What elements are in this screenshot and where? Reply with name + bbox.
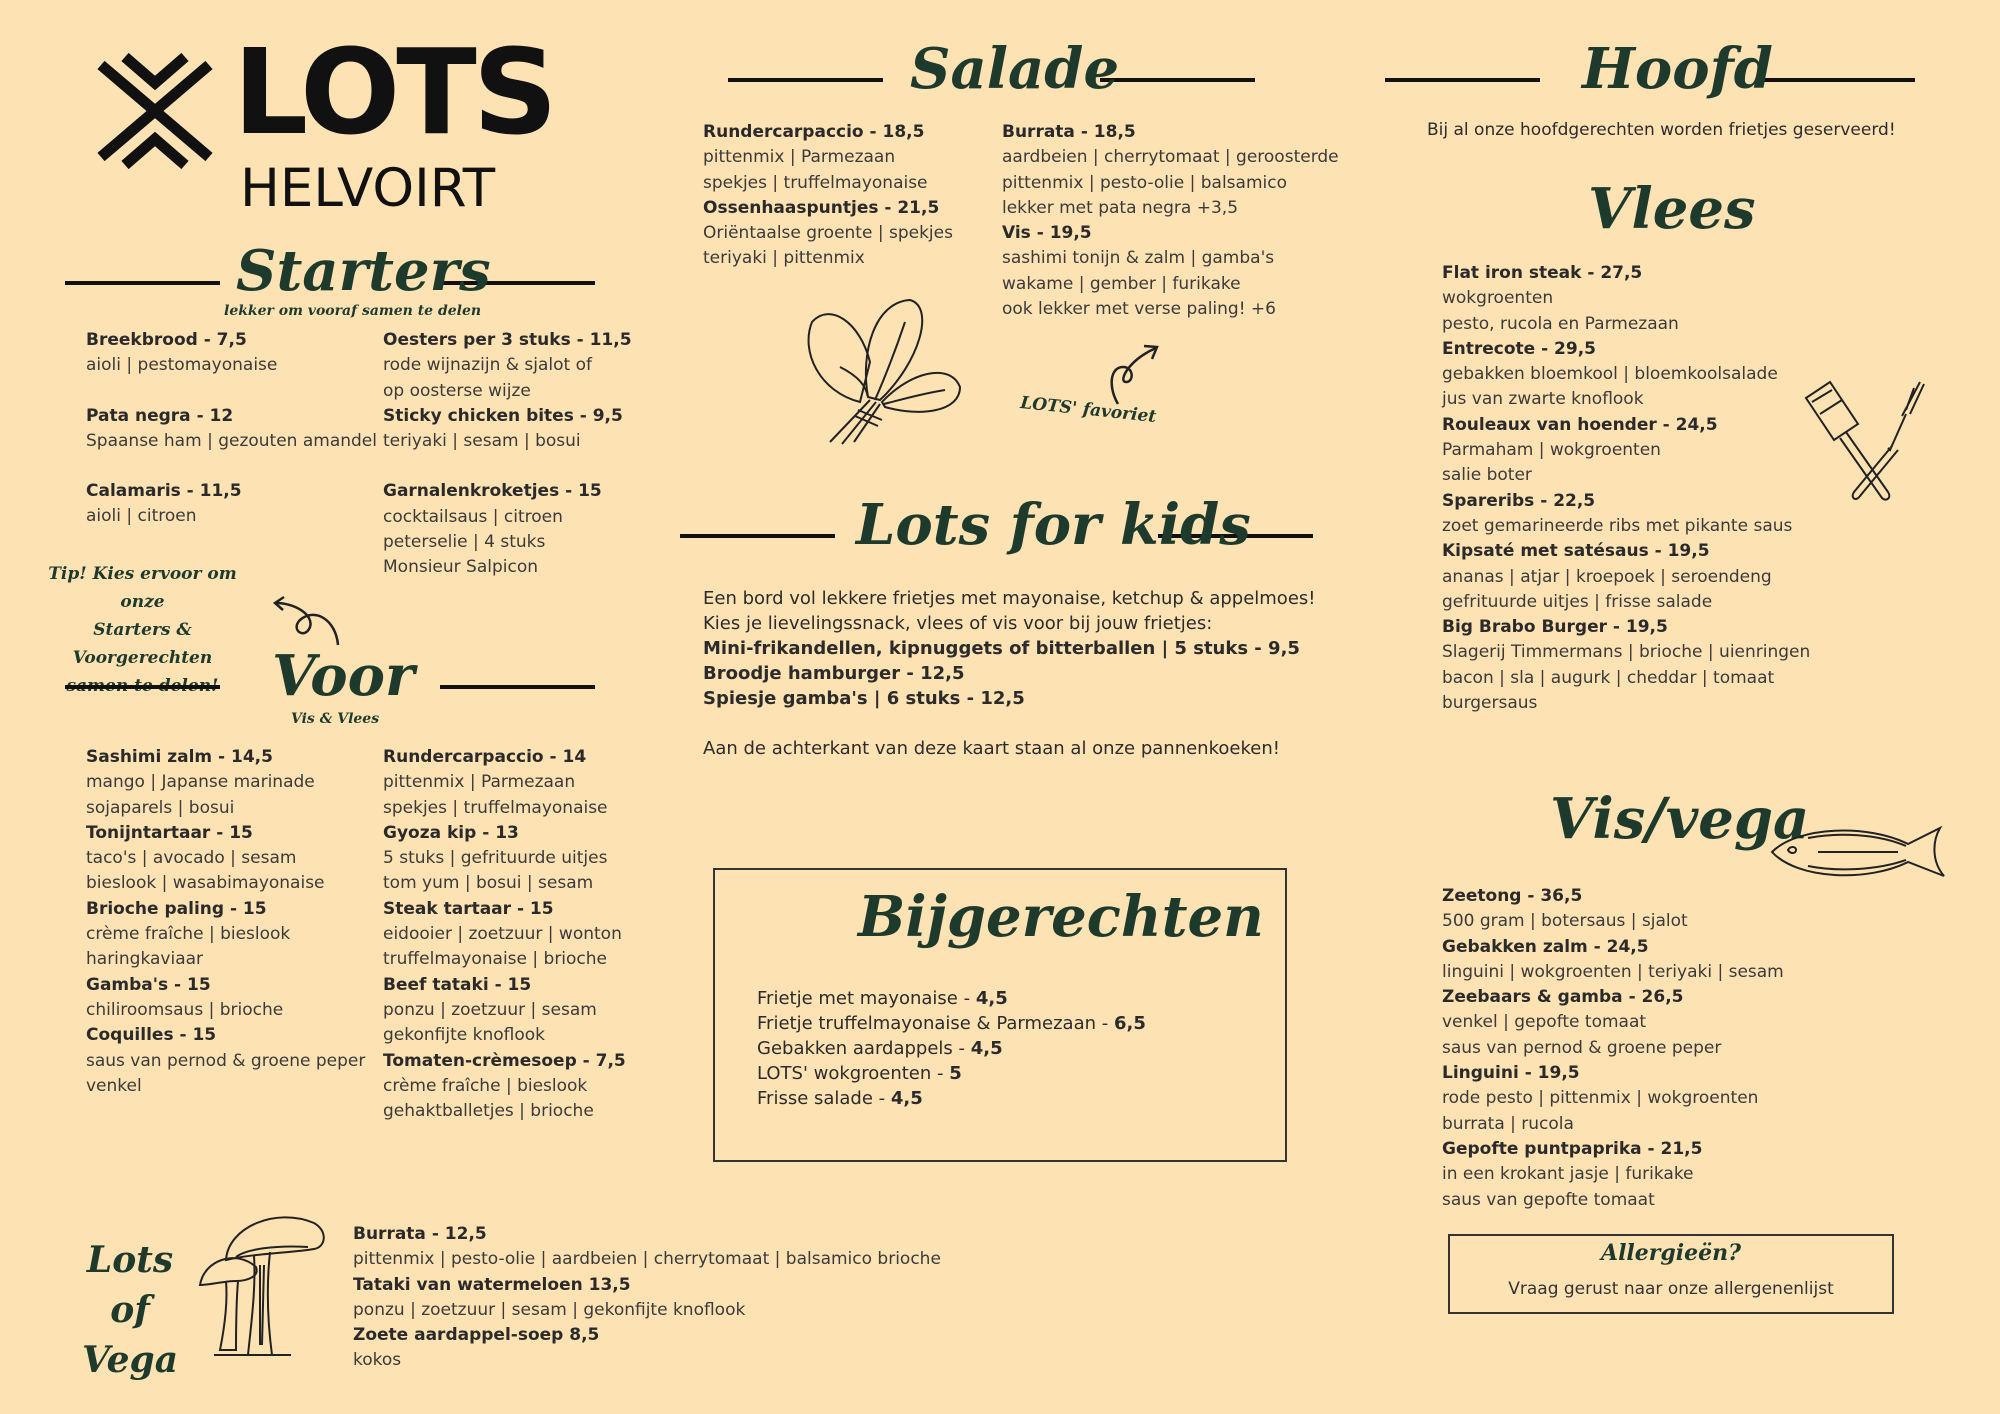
menu-item-desc: Spaanse ham | gezouten amandel [86, 430, 377, 451]
menu-item-name: Garnalenkroketjes - 15 [383, 481, 602, 502]
menu-item-name: Spareribs - 22,5 [1442, 490, 1596, 511]
menu-item-desc: gehaktballetjes | brioche [383, 1101, 594, 1122]
menu-item-desc: ook lekker met verse paling! +6 [1002, 299, 1276, 320]
side-item-label: Frietje truffelmayonaise & Parmezaan - [757, 1013, 1114, 1034]
menu-item-desc: lekker met pata negra +3,5 [1002, 197, 1239, 218]
vlees-title: Vlees [1588, 176, 1756, 242]
menu-item-desc: gebakken bloemkool | bloemkoolsalade [1442, 364, 1778, 385]
menu-item-name: Linguini - 19,5 [1442, 1063, 1580, 1084]
menu-item-name: Burrata - 18,5 [1002, 122, 1136, 142]
side-item [757, 986, 1146, 1011]
starters-subtitle: lekker om vooraf samen te delen [224, 303, 482, 319]
menu-item-name: Breekbrood - 7,5 [86, 330, 247, 350]
menu-item-desc: wokgroenten [1442, 288, 1554, 309]
menu-item-name: Gyoza kip - 13 [383, 822, 519, 843]
allergie-title: Allergieën? [1601, 1240, 1741, 1266]
menu-item-desc: bacon | sla | augurk | cheddar | tomaat [1442, 667, 1775, 688]
spinach-icon [800, 292, 965, 447]
tip-line: Tip! Kies ervoor om onze [48, 564, 237, 612]
side-item-label: LOTS' wokgroenten - [757, 1063, 950, 1084]
menu-item-desc: Slagerij Timmermans | brioche | uienringen [1442, 642, 1811, 663]
fish-icon [1768, 822, 1950, 884]
visvega-list [1442, 884, 1784, 1213]
menu-item-desc: crème fraîche | bieslook [383, 1075, 588, 1096]
menu-item-desc: taco's | avocado | sesam [86, 848, 297, 869]
side-item [757, 1011, 1146, 1036]
menu-item-desc: bieslook | wasabimayonaise [86, 873, 325, 894]
bijgerechten-list [757, 986, 1146, 1111]
menu-item-desc: gefrituurde uitjes | frisse salade [1442, 591, 1713, 612]
favoriet-label: LOTS' favoriet [1019, 392, 1158, 428]
menu-item-name: Steak tartaar - 15 [383, 898, 554, 919]
salade-title: Salade [910, 36, 1120, 102]
menu-item-desc: salie boter [1442, 465, 1532, 486]
menu-item-desc: cocktailsaus | citroen [383, 506, 563, 527]
menu-item-desc: sashimi tonijn & zalm | gamba's [1002, 248, 1275, 269]
starters-left-column [86, 328, 377, 530]
menu-item-desc: ponzu | zoetzuur | sesam | gekonfijte knoflook [353, 1299, 746, 1320]
menu-item-desc: jus van zwarte knoflook [1442, 389, 1644, 410]
voor-left-column [86, 745, 365, 1099]
menu-item-desc: op oosterse wijze [383, 380, 531, 401]
menu-item-desc: peterselie | 4 stuks [383, 532, 546, 553]
menu-item-desc: pittenmix | Parmezaan [703, 147, 896, 168]
menu-item-desc: saus van gepofte tomaat [1442, 1189, 1655, 1210]
menu-item-desc: teriyaki | pittenmix [703, 248, 865, 269]
arrow-icon [270, 595, 345, 650]
menu-item-desc: crème fraîche | bieslook [86, 924, 291, 945]
visvega-title: Vis/vega [1550, 786, 1810, 852]
side-item-price: 4,5 [975, 988, 1008, 1009]
side-item-label: Frietje met mayonaise - [757, 988, 976, 1009]
menu-item-name: Sticky chicken bites - 9,5 [383, 405, 623, 426]
menu-item-name: Rundercarpaccio - 14 [383, 747, 587, 767]
menu-item-name: Pata negra - 12 [86, 405, 234, 426]
starters-title: Starters [236, 238, 491, 304]
menu-item-desc: ponzu | zoetzuur | sesam [383, 999, 597, 1020]
divider [1760, 78, 1915, 82]
menu-item-desc: burgersaus [1442, 693, 1538, 714]
kids-block [703, 586, 1316, 761]
kids-footer: Aan de achterkant van deze kaart staan al onze pannenkoeken! [703, 738, 1280, 759]
menu-item-name: Tataki van watermeloen 13,5 [353, 1274, 631, 1295]
kids-intro: Een bord vol lekkere frietjes met mayonaise, ketchup & appelmoes! [703, 588, 1316, 609]
kids-item: Mini-frikandellen, kipnuggets of bitterballen | 5 stuks - 9,5 [703, 638, 1300, 659]
menu-item-desc: Monsieur Salpicon [383, 557, 539, 578]
kids-item: Broodje hamburger - 12,5 [703, 663, 965, 684]
menu-item-desc: rode wijnazijn & sjalot of [383, 355, 592, 376]
side-item-price: 6,5 [1113, 1013, 1146, 1034]
vega-title-line: of Vega [81, 1289, 179, 1381]
cleaver-fork-icon [1802, 380, 1932, 505]
divider [728, 78, 883, 82]
menu-item-desc: aioli | citroen [86, 506, 197, 527]
side-item-price: 5 [949, 1063, 962, 1084]
side-item-label: Gebakken aardappels - [757, 1038, 971, 1059]
menu-item-desc: pesto, rucola en Parmezaan [1442, 313, 1679, 334]
bijgerechten-title: Bijgerechten [858, 884, 1264, 950]
kids-item: Spiesje gamba's | 6 stuks - 12,5 [703, 688, 1025, 709]
menu-item-desc: zoet gemarineerde ribs met pikante saus [1442, 515, 1793, 536]
voor-title: Voor [272, 643, 415, 709]
menu-item-desc: spekjes | truffelmayonaise [703, 172, 928, 193]
side-item-price: 4,5 [970, 1038, 1003, 1059]
hoofd-title: Hoofd [1582, 36, 1773, 102]
menu-item-name: Rouleaux van hoender - 24,5 [1442, 414, 1718, 435]
menu-item-name: Rundercarpaccio - 18,5 [703, 122, 925, 142]
divider [1385, 78, 1540, 82]
mushroom-icon [196, 1205, 331, 1360]
menu-item-desc: venkel [86, 1075, 142, 1096]
menu-item-desc: saus van pernod & groene peper [86, 1050, 366, 1071]
menu-item-desc: rode pesto | pittenmix | wokgroenten [1442, 1088, 1759, 1109]
menu-item-desc: gekonfijte knoflook [383, 1025, 545, 1046]
menu-item-desc: venkel | gepofte tomaat [1442, 1012, 1647, 1033]
menu-item-name: Beef tataki - 15 [383, 974, 532, 995]
menu-item-desc: chiliroomsaus | brioche [86, 999, 284, 1020]
menu-item-desc: spekjes | truffelmayonaise [383, 797, 608, 818]
starters-right-column [383, 328, 632, 581]
divider [65, 281, 220, 285]
menu-item-desc: wakame | gember | furikake [1002, 273, 1241, 294]
menu-item-name: Zeetong - 36,5 [1442, 886, 1583, 906]
menu-item-desc: saus van pernod & groene peper [1442, 1037, 1722, 1058]
menu-item-name: Gebakken zalm - 24,5 [1442, 936, 1649, 957]
menu-item-desc: truffelmayonaise | brioche [383, 949, 608, 970]
menu-item-desc: Parmaham | wokgroenten [1442, 440, 1661, 461]
menu-item-name: Gamba's - 15 [86, 974, 211, 995]
divider [440, 685, 595, 689]
menu-item-name: Tomaten-crèmesoep - 7,5 [383, 1050, 626, 1071]
kids-intro: Kies je lievelingssnack, vlees of vis voor bij jouw frietjes: [703, 613, 1213, 634]
menu-item-desc: mango | Japanse marinade [86, 772, 315, 793]
voor-subtitle: Vis & Vlees [291, 711, 380, 727]
menu-item-name: Burrata - 12,5 [353, 1224, 487, 1244]
logo-mark-icon [95, 51, 215, 171]
menu-item-desc: aardbeien | cherrytomaat | geroosterde [1002, 147, 1339, 168]
side-item [757, 1086, 1146, 1111]
menu-item-desc: tom yum | bosui | sesam [383, 873, 594, 894]
menu-item-name: Kipsaté met satésaus - 19,5 [1442, 541, 1710, 562]
voor-right-column [383, 745, 626, 1124]
menu-item-name: Brioche paling - 15 [86, 898, 267, 919]
kids-title: Lots for kids [856, 492, 1251, 558]
side-item-price: 4,5 [890, 1088, 923, 1109]
menu-item-desc: aioli | pestomayonaise [86, 355, 278, 376]
menu-item-desc: eidooier | zoetzuur | wonton [383, 924, 622, 945]
logo [95, 23, 554, 225]
arrow-icon [1098, 342, 1163, 407]
logo-main: LOTS [233, 23, 554, 161]
menu-item-name: Gepofte puntpaprika - 21,5 [1442, 1138, 1703, 1159]
menu-item-desc: teriyaki | sesam | bosui [383, 431, 581, 452]
salade-left-column [703, 120, 953, 272]
menu-item-name: Entrecote - 29,5 [1442, 338, 1597, 359]
side-item [757, 1061, 1146, 1086]
tip-text [30, 560, 255, 700]
menu-item-desc: kokos [353, 1350, 402, 1371]
vega-items [353, 1222, 941, 1374]
menu-item-name: Sashimi zalm - 14,5 [86, 747, 273, 767]
vega-title-line: Lots [86, 1239, 174, 1281]
menu-item-name: Flat iron steak - 27,5 [1442, 263, 1643, 283]
tip-line: Starters & Voorgerechten [72, 620, 213, 668]
menu-item-name: Big Brabo Burger - 19,5 [1442, 617, 1668, 638]
side-item [757, 1036, 1146, 1061]
menu-item-name: Calamaris - 11,5 [86, 481, 242, 502]
divider [1100, 78, 1255, 82]
allergie-text: Vraag gerust naar onze allergenenlijst [1508, 1279, 1834, 1299]
menu-item-desc: pittenmix | Parmezaan [383, 772, 576, 793]
menu-item-name: Coquilles - 15 [86, 1025, 217, 1046]
logo-sub: HELVOIRT [240, 158, 496, 219]
menu-item-name: Zoete aardappel-soep 8,5 [353, 1325, 600, 1346]
menu-item-name: Tonijntartaar - 15 [86, 822, 253, 843]
vega-title [70, 1235, 190, 1385]
menu-item-name: Ossenhaaspuntjes - 21,5 [703, 197, 940, 218]
menu-item-desc: linguini | wokgroenten | teriyaki | sesam [1442, 961, 1784, 982]
menu-item-desc: in een krokant jasje | furikake [1442, 1164, 1694, 1185]
menu-item-desc: 5 stuks | gefrituurde uitjes [383, 848, 608, 869]
menu-item-desc: haringkaviaar [86, 949, 204, 970]
side-item-label: Frisse salade - [757, 1088, 891, 1109]
divider [680, 534, 835, 538]
salade-right-column [1002, 120, 1339, 322]
menu-item-name: Vis - 19,5 [1002, 223, 1092, 244]
menu-item-desc: ananas | atjar | kroepoek | seroendeng [1442, 566, 1772, 587]
menu-item-desc: pittenmix | pesto-olie | balsamico [1002, 172, 1287, 193]
vlees-list [1442, 261, 1810, 716]
menu-item-name: Zeebaars & gamba - 26,5 [1442, 987, 1684, 1008]
hoofd-note: Bij al onze hoofdgerechten worden frietjes geserveerd! [1427, 120, 1896, 140]
menu-item-desc: sojaparels | bosui [86, 797, 235, 818]
menu-item-name: Oesters per 3 stuks - 11,5 [383, 330, 632, 350]
menu-item-desc: Oriëntaalse groente | spekjes [703, 223, 953, 244]
divider [65, 685, 220, 689]
menu-item-desc: pittenmix | pesto-olie | aardbeien | cherrytomaat | balsamico brioche [353, 1249, 941, 1270]
menu-item-desc: burrata | rucola [1442, 1113, 1574, 1134]
menu-item-desc: 500 gram | botersaus | sjalot [1442, 911, 1688, 932]
